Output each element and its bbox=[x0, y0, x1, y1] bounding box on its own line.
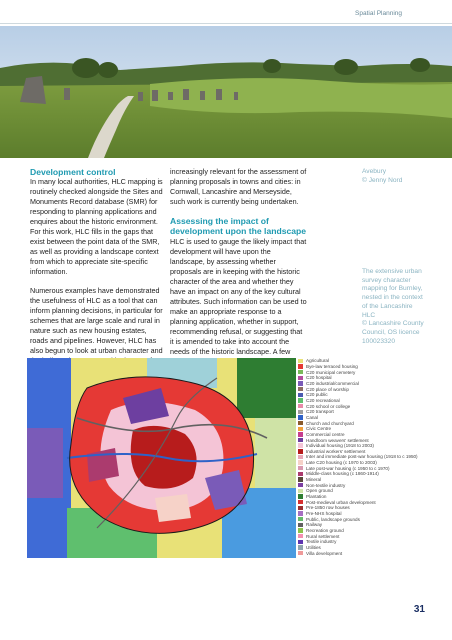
legend-swatch bbox=[298, 551, 303, 555]
burnley-character-map bbox=[27, 358, 296, 558]
legend-label: Individual housing (1918 to 2003) bbox=[306, 443, 374, 449]
legend-label: Villa development bbox=[306, 550, 343, 556]
paragraph: HLC is used to gauge the likely impact that development will have upon the landscape, by assessing whether proposals are in keeping with the historic character of the area and whether they have an impact on any of the key cultural attributes. Such information can be used to make an appropriate response to a planning application, whether in support, recommending refusal, or suggesting that it is amended to take into account the needs of the historic landscape. A few bbox=[170, 236, 307, 356]
legend-swatch bbox=[298, 477, 303, 481]
legend-swatch bbox=[298, 398, 303, 402]
legend-swatch bbox=[298, 545, 303, 549]
legend-swatch bbox=[298, 489, 303, 493]
legend-swatch bbox=[298, 523, 303, 527]
legend-swatch bbox=[298, 381, 303, 385]
legend-label: Plantation bbox=[306, 494, 327, 500]
avebury-photo bbox=[0, 26, 452, 158]
legend-label: C20 public bbox=[306, 392, 328, 398]
legend-swatch bbox=[298, 393, 303, 397]
legend-swatch bbox=[298, 410, 303, 414]
legend-swatch bbox=[298, 472, 303, 476]
photo-caption: Avebury © Jenny Nord bbox=[362, 168, 403, 184]
legend-label: Textile industry bbox=[306, 539, 337, 545]
legend-swatch bbox=[298, 415, 303, 419]
legend-swatch bbox=[298, 443, 303, 447]
legend-label: C20 school or college bbox=[306, 403, 351, 409]
legend-label: Recreation ground bbox=[306, 528, 344, 534]
legend-label: Canal bbox=[306, 414, 319, 420]
page-number: 31 bbox=[413, 604, 425, 615]
legend-label: Church and churchyard bbox=[306, 420, 354, 426]
legend-swatch bbox=[298, 466, 303, 470]
paragraph: Numerous examples have demonstrated the usefulness of HLC as a tool that can inform planning decisions, in particular for schemes that are large scale and rural in nature such as new housing estates, roads and pipelines. However, HLC has also begun to look at urban character and bbox=[30, 286, 163, 356]
legend-swatch bbox=[298, 455, 303, 459]
legend-label: Agricultural bbox=[306, 358, 329, 364]
legend-label: Late C20 housing (c 1970 to 2003) bbox=[306, 460, 377, 466]
legend-item bbox=[298, 550, 448, 556]
legend-swatch bbox=[298, 427, 303, 431]
legend-swatch bbox=[298, 359, 303, 363]
legend-label: Civic Centre bbox=[306, 426, 332, 432]
legend-label: Railway bbox=[306, 522, 323, 528]
legend-swatch bbox=[298, 364, 303, 368]
legend-swatch bbox=[298, 540, 303, 544]
legend-label: Handloom weavers' settlement bbox=[306, 437, 369, 443]
legend-swatch bbox=[298, 449, 303, 453]
legend-swatch bbox=[298, 534, 303, 538]
legend-label: Commercial centre bbox=[306, 431, 345, 437]
heading-assessing-impact: Assessing the impact of development upon the landscape bbox=[170, 216, 307, 237]
paragraph: increasingly relevant for the assessment of planning proposals in towns and cities: in Cornwall, Lancashire and Merseyside, such work is currently being undertaken. bbox=[170, 167, 307, 206]
legend-label: Post-medieval urban development bbox=[306, 499, 376, 505]
legend-swatch bbox=[298, 404, 303, 408]
legend-label: Bye-law terraced housing bbox=[306, 363, 358, 369]
legend-label: C20 place of worship bbox=[306, 386, 349, 392]
legend-swatch bbox=[298, 511, 303, 515]
legend-label: Pre-NHS hospital bbox=[306, 511, 342, 517]
legend-label: Utilities bbox=[306, 544, 321, 550]
legend-label: Rural settlement bbox=[306, 533, 340, 539]
legend-label: Industrial workers' settlement bbox=[306, 448, 366, 454]
legend-label: C20 municipal cemetery bbox=[306, 369, 356, 375]
legend-label: Pre-1850 row houses bbox=[306, 505, 350, 511]
legend-label: C20 industrial/commercial bbox=[306, 380, 359, 386]
legend-label: Public, landscape grounds bbox=[306, 516, 360, 522]
legend-label: C20 hospital bbox=[306, 375, 332, 381]
legend-swatch bbox=[298, 528, 303, 532]
legend-swatch bbox=[298, 376, 303, 380]
legend-swatch bbox=[298, 517, 303, 521]
legend-swatch bbox=[298, 460, 303, 464]
legend-swatch bbox=[298, 438, 303, 442]
legend-label: Mineral bbox=[306, 477, 322, 483]
legend-label: Inter and immediate post-war housing (1918 to c 1950) bbox=[306, 454, 418, 460]
legend-label: Non-textile industry bbox=[306, 482, 346, 488]
legend-label: Late post-war housing (c 1950 to c 1970) bbox=[306, 465, 390, 471]
legend-swatch bbox=[298, 494, 303, 498]
legend-label: C20 transport bbox=[306, 409, 334, 415]
legend-swatch bbox=[298, 370, 303, 374]
map-caption: The extensive urban survey character mapping for Burnley, nested in the context of the Lancashire HLC © Lancashire County Council, OS licence 100023320 bbox=[362, 268, 424, 345]
column-middle bbox=[170, 167, 307, 376]
section-header: Spatial Planning bbox=[355, 10, 402, 17]
legend-label: Middle-class housing (c 1860-1914) bbox=[306, 471, 379, 477]
legend-label: C20 recreational bbox=[306, 397, 340, 403]
legend-label: Open ground bbox=[306, 488, 333, 494]
heading-development-control: Development control bbox=[30, 167, 116, 177]
column-left bbox=[30, 167, 164, 385]
legend-swatch bbox=[298, 506, 303, 510]
legend-swatch bbox=[298, 387, 303, 391]
legend-swatch bbox=[298, 500, 303, 504]
legend-swatch bbox=[298, 483, 303, 487]
header-rule bbox=[0, 23, 452, 24]
legend-swatch bbox=[298, 432, 303, 436]
paragraph: In many local authorities, HLC mapping is routinely checked alongside the Sites and Monuments Record database (SMR) for responding to planning applications and enquires about the historic environment. For this work, HLC fills in the gaps that exist between the point data of the SMR, as well as providing a landscape context from which to appreciate site-specific information. bbox=[30, 177, 163, 277]
map-legend bbox=[298, 358, 448, 556]
legend-swatch bbox=[298, 421, 303, 425]
